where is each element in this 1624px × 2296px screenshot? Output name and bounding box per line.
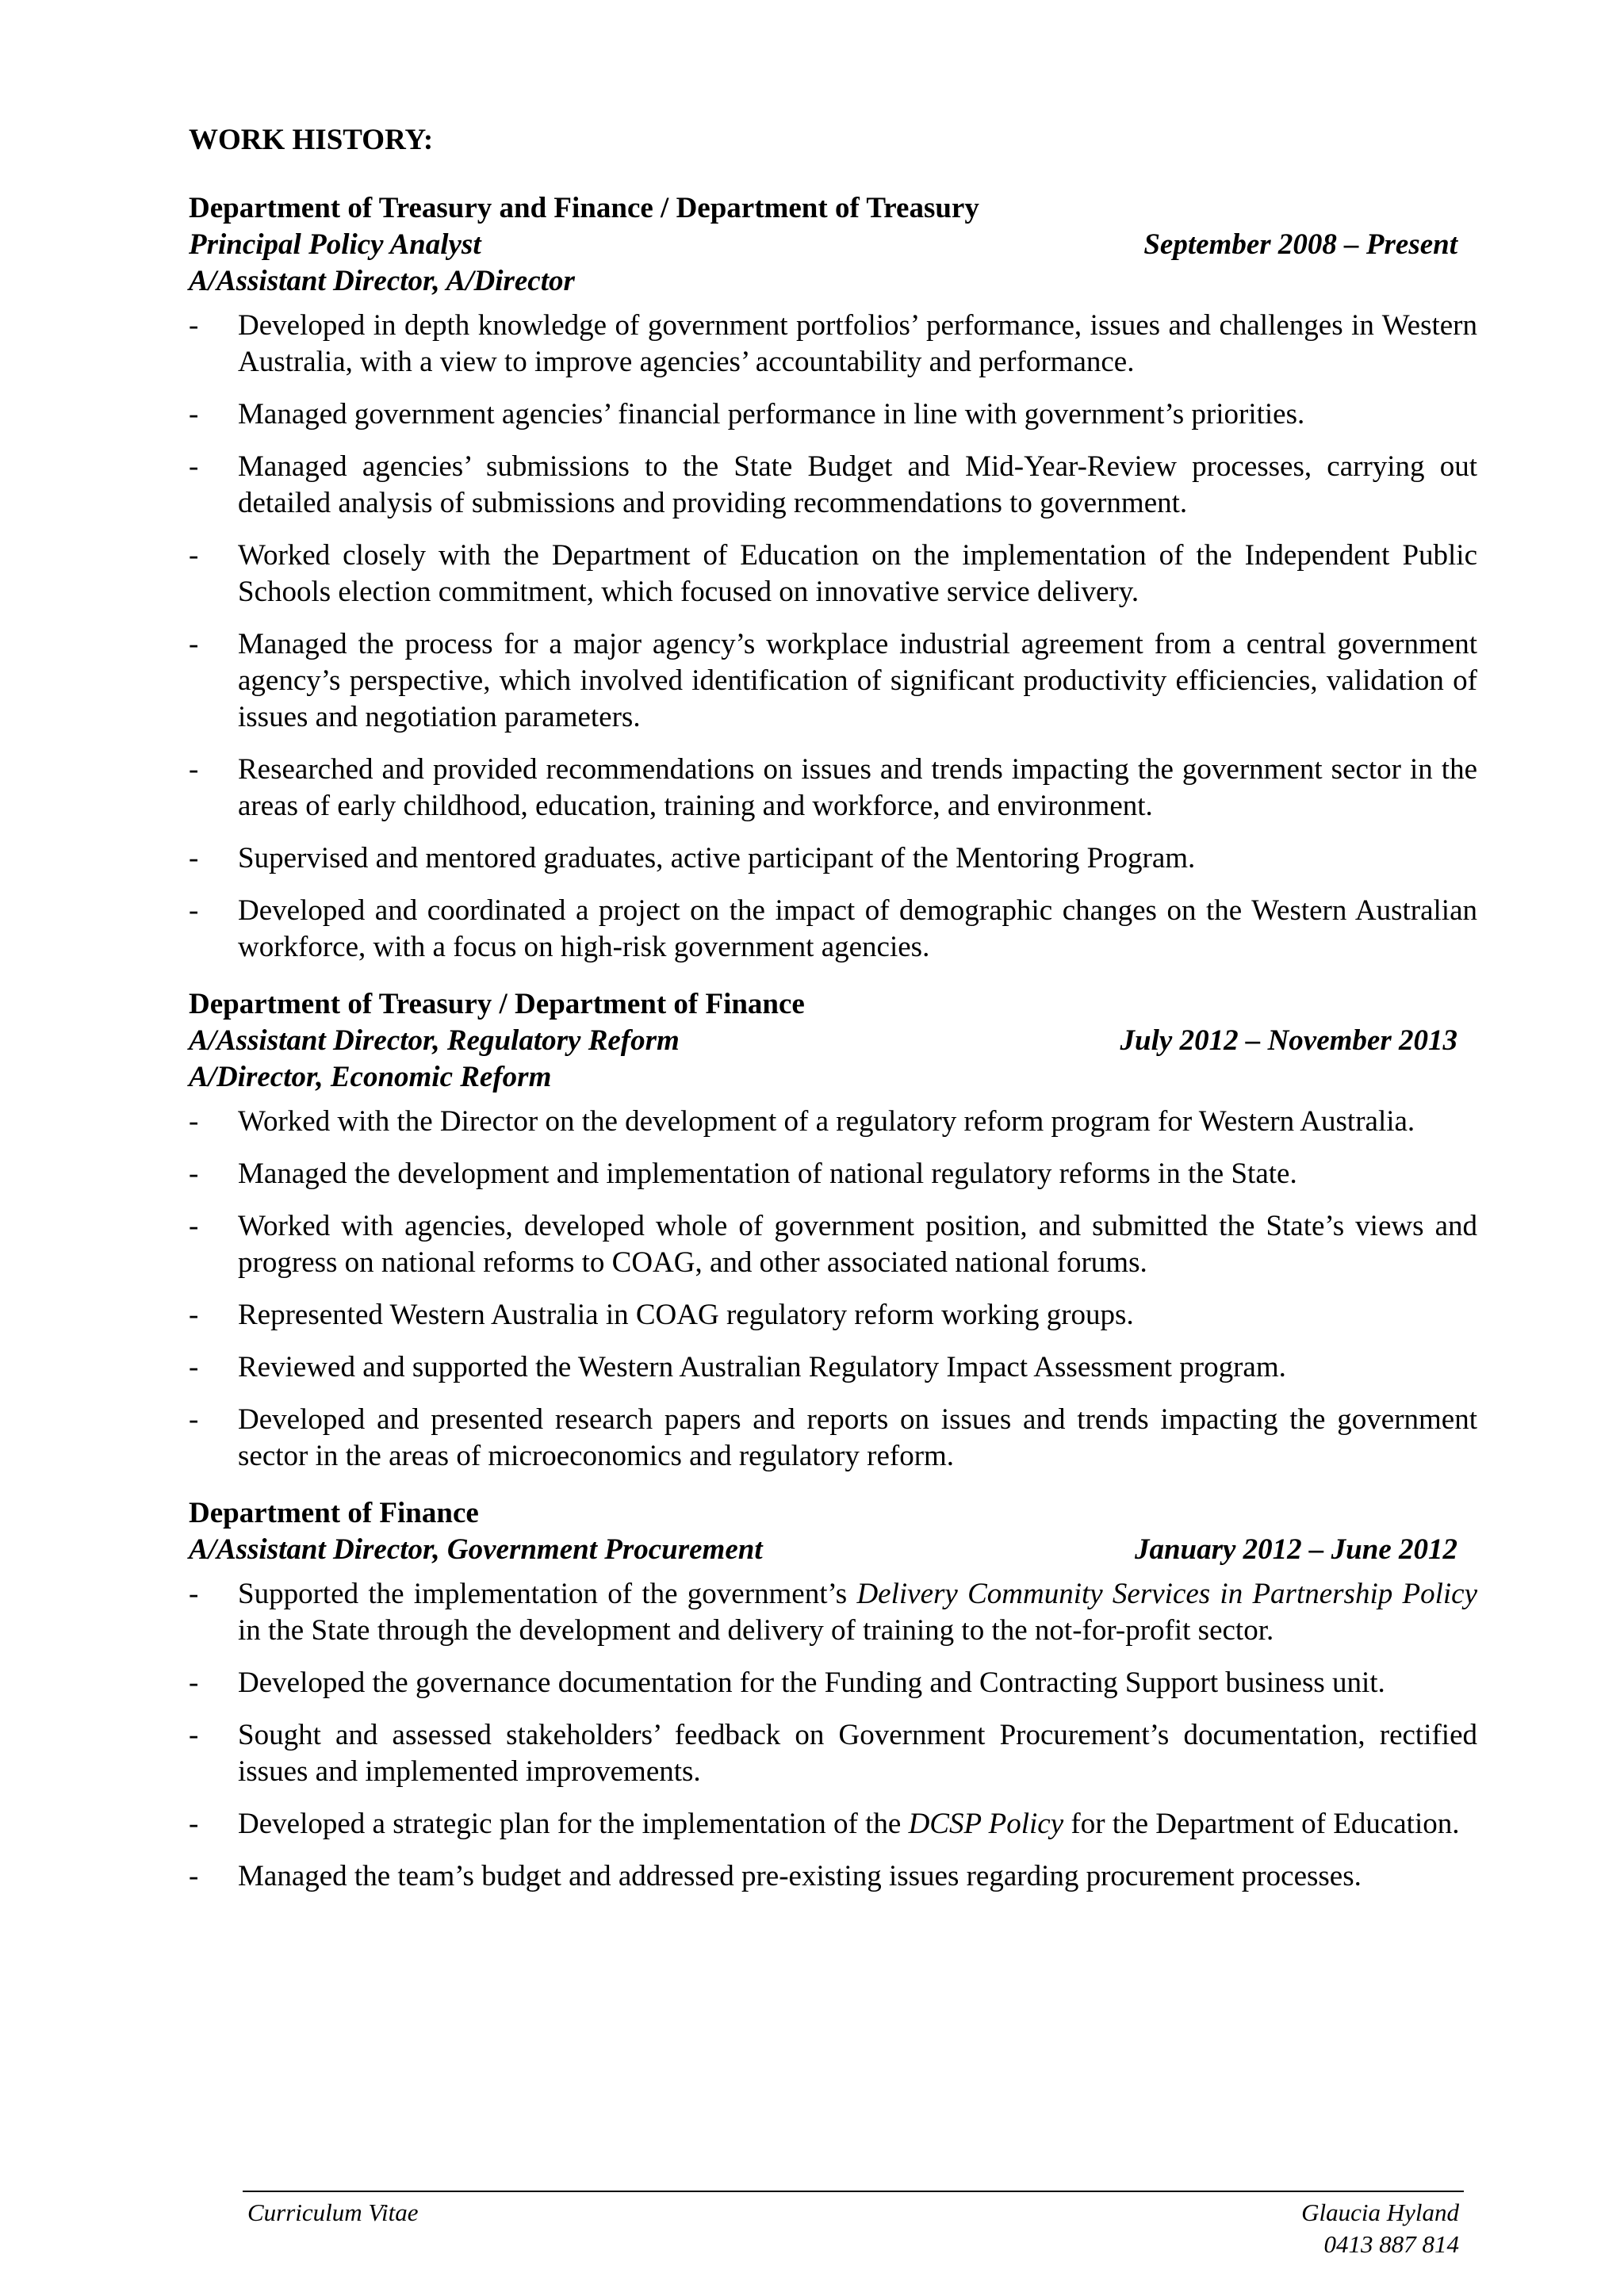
job-dates: January 2012 – June 2012 [1134, 1533, 1457, 1566]
job-role: A/Assistant Director, Regulatory Reform [189, 1024, 680, 1057]
policy-title: Delivery Community Services in Partnership Policy [856, 1578, 1477, 1610]
job-dates: September 2008 – Present [1143, 228, 1457, 261]
job-organisation: Department of Treasury / Department of Finance [189, 988, 805, 1020]
bullet-item: - Worked closely with the Department of Education on the implementation of the Independent Public Schools election commitment, which focused on innovative service delivery. [189, 539, 1477, 608]
footer-phone: 0413 887 814 [1323, 2230, 1459, 2258]
job-organisation: Department of Finance [189, 1497, 479, 1529]
section-title: WORK HISTORY: [189, 124, 434, 156]
bullet-item: - Reviewed and supported the Western Australian Regulatory Impact Assessment program. [189, 1351, 1286, 1383]
job-role-row [189, 1532, 1477, 1568]
bullet-item: - Supported the implementation of the government’s Delivery Community Services in Partnership Policy in the State through the development and delivery of training to the not-for-profit sector. [189, 1578, 1477, 1647]
bullet-item: - Managed government agencies’ financial performance in line with government’s priorities. [189, 398, 1305, 430]
bullet-item: - Developed and coordinated a project on the impact of demographic changes on the Western Australian workforce, with a focus on high-risk government agencies. [189, 894, 1477, 963]
bullet-item: - Sought and assessed stakeholders’ feedback on Government Procurement’s documentation, rectified issues and implemented improvements. [189, 1719, 1477, 1788]
bullet-item: - Worked with agencies, developed whole of government position, and submitted the State’s views and progress on national reforms to COAG, and other associated national forums. [189, 1210, 1477, 1279]
work-history-content [189, 122, 1477, 1915]
bullet-item: - Represented Western Australia in COAG regulatory reform working groups. [189, 1299, 1134, 1331]
bullet-item: - Worked with the Director on the development of a regulatory reform program for Western Australia. [189, 1105, 1415, 1138]
job-entry [189, 1495, 1477, 1895]
bullet-item: - Managed the process for a major agency’s workplace industrial agreement from a central government agency’s perspective, which involved identification of significant productivity efficiencies, validation of issues and negotiation parameters. [189, 628, 1477, 733]
job-bullets [189, 1104, 1477, 1475]
bullet-item: - Developed in depth knowledge of government portfolios’ performance, issues and challenges in Western Australia, with a view to improve agencies’ accountability and performance. [189, 309, 1477, 378]
job-dates: July 2012 – November 2013 [1120, 1024, 1457, 1057]
footer-contact [1301, 2197, 1459, 2260]
bullet-item: - Managed agencies’ submissions to the State Budget and Mid-Year-Review processes, carrying out detailed analysis of submissions and providing recommendations to government. [189, 450, 1477, 519]
job-entry [189, 190, 1477, 966]
job-organisation: Department of Treasury and Finance / Department of Treasury [189, 192, 979, 224]
job-role-row [189, 227, 1477, 263]
bullet-item: - Developed a strategic plan for the implementation of the DCSP Policy for the Department of Education. [189, 1808, 1460, 1840]
job-role-secondary: A/Director, Economic Reform [189, 1061, 552, 1093]
job-entry [189, 986, 1477, 1475]
job-role-row [189, 1023, 1477, 1059]
page-footer [243, 2191, 1464, 2258]
policy-title: DCSP Policy [908, 1808, 1064, 1840]
bullet-item: - Managed the team’s budget and addressed pre-existing issues regarding procurement processes. [189, 1860, 1362, 1892]
footer-name: Glaucia Hyland [1301, 2198, 1459, 2226]
job-role: A/Assistant Director, Government Procurement [189, 1533, 763, 1566]
footer-doc-label: Curriculum Vitae [247, 2198, 419, 2226]
bullet-item: - Researched and provided recommendations on issues and trends impacting the government sector in the areas of early childhood, education, training and workforce, and environment. [189, 753, 1477, 822]
job-role-secondary: A/Assistant Director, A/Director [189, 265, 575, 297]
bullet-item: - Managed the development and implementation of national regulatory reforms in the State. [189, 1158, 1297, 1190]
job-bullets [189, 308, 1477, 966]
job-role: Principal Policy Analyst [189, 228, 481, 261]
bullet-item: - Supervised and mentored graduates, active participant of the Mentoring Program. [189, 842, 1196, 874]
job-bullets [189, 1576, 1477, 1895]
bullet-item: - Developed and presented research papers and reports on issues and trends impacting the government sector in the areas of microeconomics and regulatory reform. [189, 1403, 1477, 1472]
bullet-item: - Developed the governance documentation for the Funding and Contracting Support business unit. [189, 1667, 1385, 1699]
